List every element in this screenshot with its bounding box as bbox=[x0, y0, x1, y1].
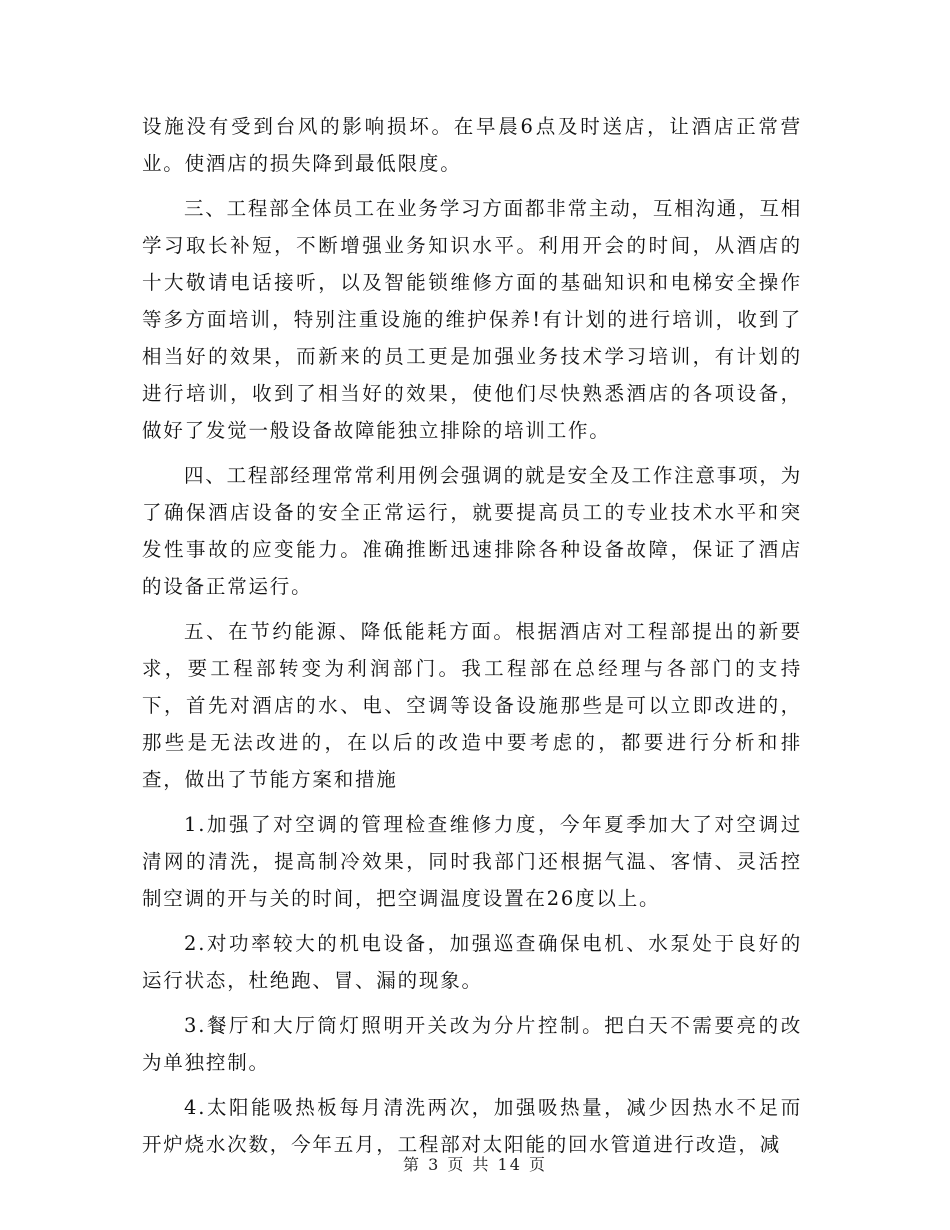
paragraph: 4.太阳能吸热板每月清洗两次，加强吸热量，减少因热水不足而开炉烧水次数，今年五月，工程部对太阳能的回水管道进行改造，减 bbox=[142, 1096, 802, 1156]
paragraph: 五、在节约能源、降低能耗方面。根据酒店对工程部提出的新要求，要工程部转变为利润部门。我工程部在总经理与各部门的支持下，首先对酒店的水、电、空调等设备设施那些是可以立即改进的，那些是无法改进的，在以后的改造中要考虑的，都要进行分析和排查，做出了节能方案和措施 bbox=[142, 620, 802, 791]
page-footer: 第 3 页 共 14 页 bbox=[403, 1155, 547, 1174]
paragraph: 1.加强了对空调的管理检查维修力度，今年夏季加大了对空调过清网的清洗，提高制冷效果，同时我部门还根据气温、客情、灵活控制空调的开与关的时间，把空调温度设置在26度以上。 bbox=[142, 813, 802, 910]
document-body bbox=[142, 108, 802, 1171]
paragraph: 三、工程部全体员工在业务学习方面都非常主动，互相沟通，互相学习取长补短，不断增强业务知识水平。利用开会的时间，从酒店的十大敬请电话接听，以及智能锁维修方面的基础知识和电梯安全操作等多方面培训，特别注重设施的维护保养!有计划的进行培训，收到了相当好的效果，而新来的员工更是加强业务技术学习培训，有计划的进行培训，收到了相当好的效果，使他们尽快熟悉酒店的各项设备，做好了发觉一般设备故障能独立排除的培训工作。 bbox=[142, 197, 802, 442]
paragraph: 3.餐厅和大厅筒灯照明开关改为分片控制。把白天不需要亮的改为单独控制。 bbox=[142, 1014, 802, 1074]
paragraph: 设施没有受到台风的影响损坏。在早晨6点及时送店，让酒店正常营业。使酒店的损失降到最低限度。 bbox=[142, 115, 802, 175]
paragraph: 2.对功率较大的机电设备，加强巡查确保电机、水泵处于良好的运行状态，杜绝跑、冒、漏的现象。 bbox=[142, 932, 802, 992]
paragraph: 四、工程部经理常常利用例会强调的就是安全及工作注意事项，为了确保酒店设备的安全正常运行，就要提高员工的专业技术水平和突发性事故的应变能力。准确推断迅速排除各种设备故障，保证了酒店的设备正常运行。 bbox=[142, 464, 802, 598]
